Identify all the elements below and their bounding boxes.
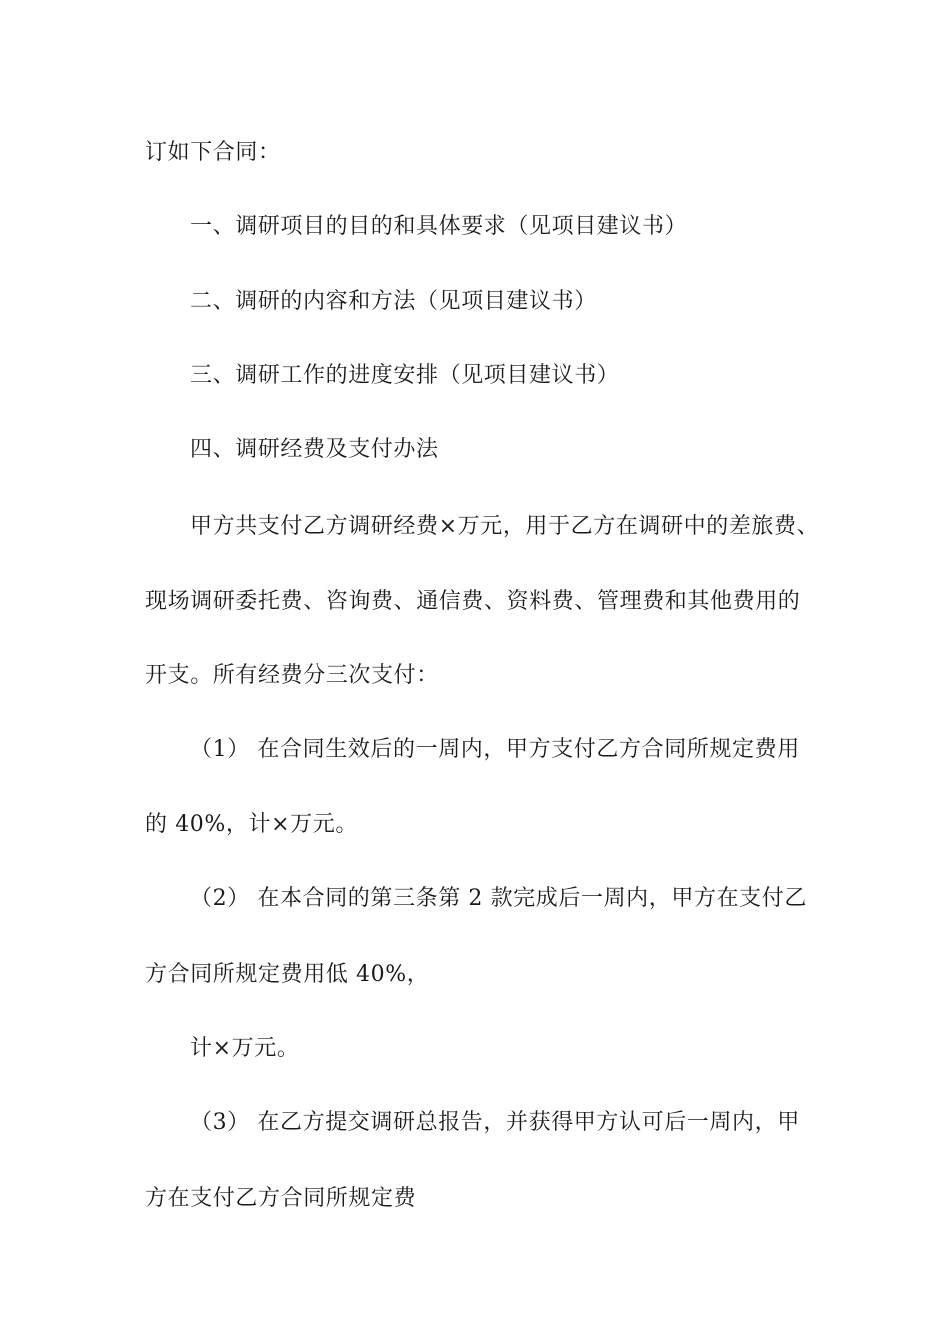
text-line: 甲方共支付乙方调研经费×万元，用于乙方在调研中的差旅费、 [190, 514, 820, 539]
section-heading-1: 一、调研项目的目的和具体要求（见项目建议书） [190, 214, 688, 239]
payment-item-2: （2） 在本合同的第三条第 2 款完成后一周内，甲方在支付乙 [190, 886, 807, 911]
section-heading-3: 三、调研工作的进度安排（见项目建议书） [190, 363, 620, 388]
section-heading-2: 二、调研的内容和方法（见项目建议书） [190, 289, 597, 314]
text-line: 开支。所有经费分三次支付： [145, 663, 439, 688]
text-line: 方在支付乙方合同所规定费 [145, 1186, 417, 1211]
text-line: 方合同所规定费用低 40%， [145, 962, 430, 987]
section-heading-4: 四、调研经费及支付办法 [190, 437, 439, 462]
text-line: 计×万元。 [190, 1036, 300, 1061]
text-line: 订如下合同： [145, 140, 281, 165]
payment-item-3: （3） 在乙方提交调研总报告，并获得甲方认可后一周内，甲 [190, 1110, 800, 1135]
payment-item-1: （1） 在合同生效后的一周内，甲方支付乙方合同所规定费用 [190, 737, 800, 762]
text-line: 现场调研委托费、咨询费、通信费、资料费、管理费和其他费用的 [145, 589, 801, 614]
text-line: 的 40%，计×万元。 [145, 812, 358, 837]
